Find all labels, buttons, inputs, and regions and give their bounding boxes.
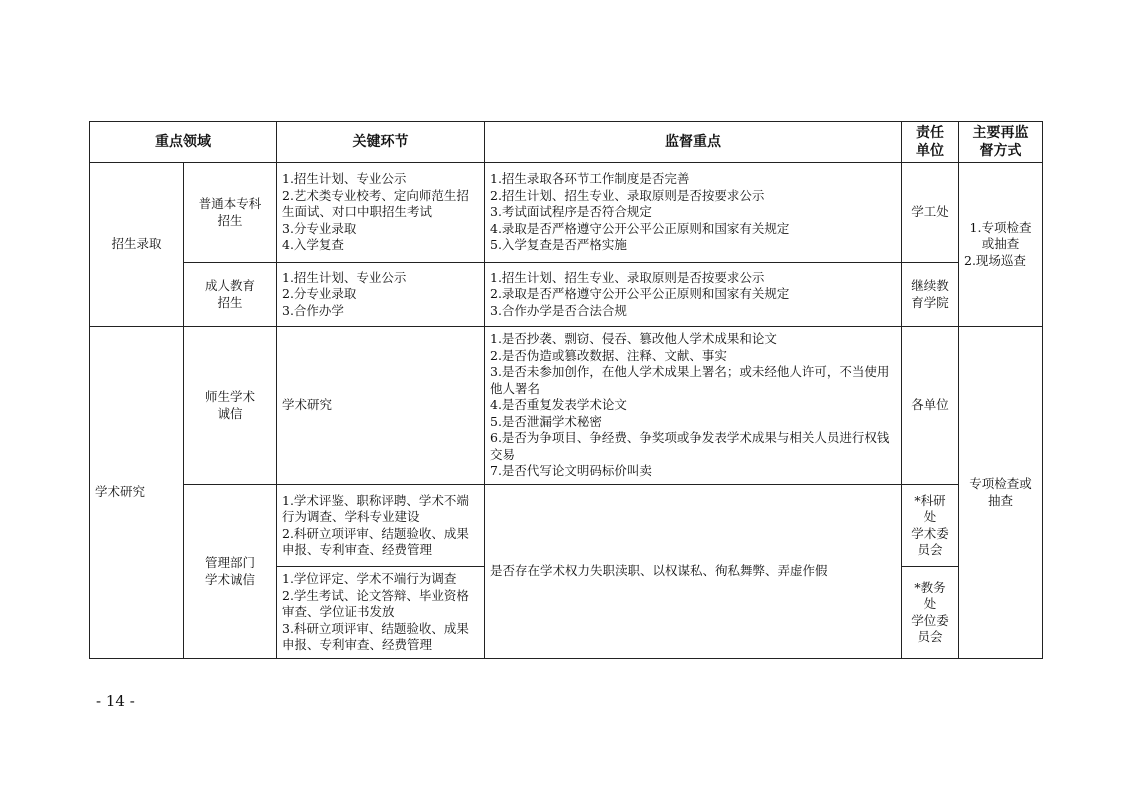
- supervision-method: 1.专项检查 或抽查 2.现场巡查: [959, 163, 1043, 327]
- key-links: 1.学术评鉴、职称评聘、学术不端行为调查、学科专业建设 2.科研立项评审、结题验收、成果申报、专利审查、经费管理: [277, 485, 485, 567]
- responsible-unit: 继续教 育学院: [902, 263, 959, 327]
- focus-points: 1.招生计划、招生专业、录取原则是否按要求公示 2.录取是否严格遵守公开公平公正原则和国家有关规定 3.合作办学是否合法合规: [485, 263, 902, 327]
- supervision-method: 专项检查或 抽查: [959, 327, 1043, 659]
- sub-area: 普通本专科 招生: [184, 163, 277, 263]
- area-research: 学术研究: [90, 327, 184, 659]
- responsible-unit: 学工处: [902, 163, 959, 263]
- table-row: [90, 263, 1043, 327]
- table-row: [90, 485, 1043, 567]
- sub-area: 成人教育 招生: [184, 263, 277, 327]
- header-links: 关键环节: [277, 122, 485, 163]
- header-area: 重点领域: [90, 122, 277, 163]
- header-row: [90, 122, 1043, 163]
- responsible-unit: *教务 处 学位委 员会: [902, 567, 959, 659]
- page-number: - 14 -: [96, 692, 135, 710]
- focus-points: 是否存在学术权力失职渎职、以权谋私、徇私舞弊、弄虚作假: [485, 485, 902, 659]
- sub-area: 师生学术 诚信: [184, 327, 277, 485]
- table-row: [90, 327, 1043, 485]
- focus-points: 1.招生录取各环节工作制度是否完善 2.招生计划、招生专业、录取原则是否按要求公示 3.考试面试程序是否符合规定 4.录取是否严格遵守公开公平公正原则和国家有关规定 5.入学复查是否严格实施: [485, 163, 902, 263]
- header-focus: 监督重点: [485, 122, 902, 163]
- responsible-unit: *科研 处 学术委 员会: [902, 485, 959, 567]
- key-links: 1.招生计划、专业公示 2.分专业录取 3.合作办学: [277, 263, 485, 327]
- key-links: 1.招生计划、专业公示 2.艺术类专业校考、定向师范生招生面试、对口中职招生考试 3.分专业录取 4.入学复查: [277, 163, 485, 263]
- area-admission: 招生录取: [90, 163, 184, 327]
- key-links: 学术研究: [277, 327, 485, 485]
- table-row: [90, 163, 1043, 263]
- responsible-unit: 各单位: [902, 327, 959, 485]
- supervision-table: [89, 121, 1043, 659]
- header-unit: 责任 单位: [902, 122, 959, 163]
- header-method: 主要再监 督方式: [959, 122, 1043, 163]
- key-links: 1.学位评定、学术不端行为调查 2.学生考试、论文答辩、毕业资格审查、学位证书发放 3.科研立项评审、结题验收、成果申报、专利审查、经费管理: [277, 567, 485, 659]
- focus-points: 1.是否抄袭、剽窃、侵吞、篡改他人学术成果和论文 2.是否伪造或篡改数据、注释、文献、事实 3.是否未参加创作，在他人学术成果上署名；或未经他人许可，不当使用他人署名 4.是否重复发表学术论文 5.是否泄漏学术秘密 6.是否为争项目、争经费、争奖项或争发表学术成果与相关人员进行权钱交易 7.是否代写论文明码标价叫卖: [485, 327, 902, 485]
- sub-area: 管理部门 学术诚信: [184, 485, 277, 659]
